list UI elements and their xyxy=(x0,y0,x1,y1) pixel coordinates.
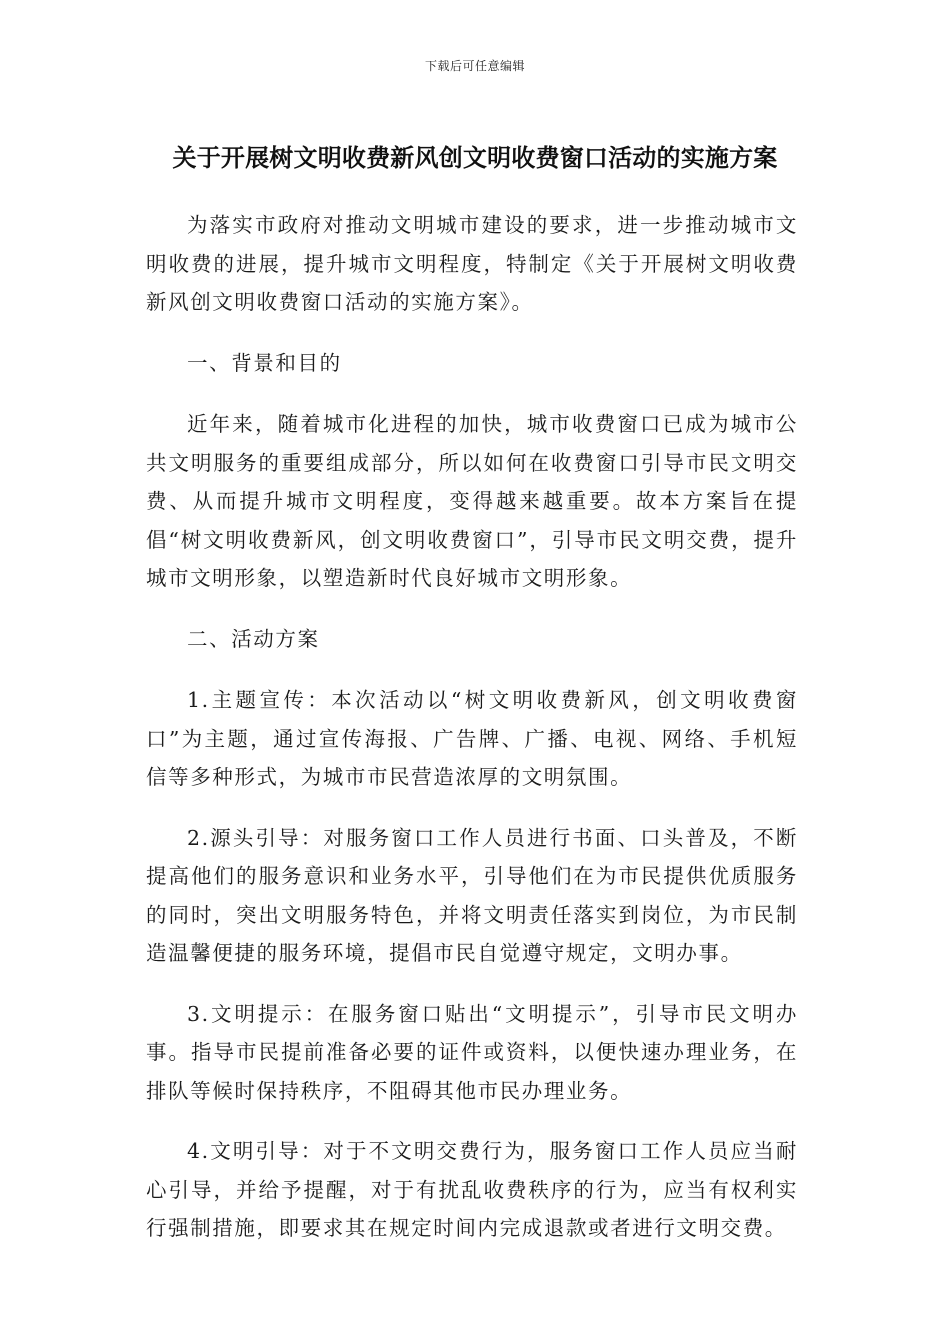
section-heading-background: 一、背景和目的 xyxy=(187,350,342,375)
document-title: 关于开展树文明收费新风创文明收费窗口活动的实施方案 xyxy=(172,144,778,172)
document-body xyxy=(146,206,798,1270)
header-note: 下载后可任意编辑 xyxy=(424,59,525,73)
plan-item-civility-tips: 3.文明提示：在服务窗口贴出“文明提示”，引导市民文明办事。指导市民提前准备必要的证件或资料，以便快速办理业务，在排队等候时保持秩序，不阻碍其他市民办理业务。 xyxy=(146,1001,798,1103)
background-paragraph: 近年来，随着城市化进程的加快，城市收费窗口已成为城市公共文明服务的重要组成部分，所以如何在收费窗口引导市民文明交费、从而提升城市文明程度，变得越来越重要。故本方案旨在提倡“树文明收费新风，创文明收费窗口”，引导市民文明交费，提升城市文明形象，以塑造新时代良好城市文明形象。 xyxy=(146,412,798,590)
intro-paragraph: 为落实市政府对推动文明城市建设的要求，进一步推动城市文明收费的进展，提升城市文明程度，特制定《关于开展树文明收费新风创文明收费窗口活动的实施方案》。 xyxy=(146,213,798,314)
plan-item-source-guidance: 2.源头引导：对服务窗口工作人员进行书面、口头普及，不断提高他们的服务意识和业务水平，引导他们在为市民提供优质服务的同时，突出文明服务特色，并将文明责任落实到岗位，为市民制造温馨便捷的服务环境，提倡市民自觉遵守规定，文明办事。 xyxy=(146,825,798,965)
section-heading-plan: 二、活动方案 xyxy=(187,626,320,651)
plan-item-civility-guidance: 4.文明引导：对于不文明交费行为，服务窗口工作人员应当耐心引导，并给予提醒，对于有扰乱收费秩序的行为，应当有权利实行强制措施，即要求其在规定时间内完成退款或者进行文明交费。 xyxy=(146,1139,798,1240)
plan-item-theme-publicity: 1.主题宣传：本次活动以“树文明收费新风，创文明收费窗口”为主题，通过宣传海报、广告牌、广播、电视、网络、手机短信等多种形式，为城市市民营造浓厚的文明氛围。 xyxy=(146,688,798,789)
